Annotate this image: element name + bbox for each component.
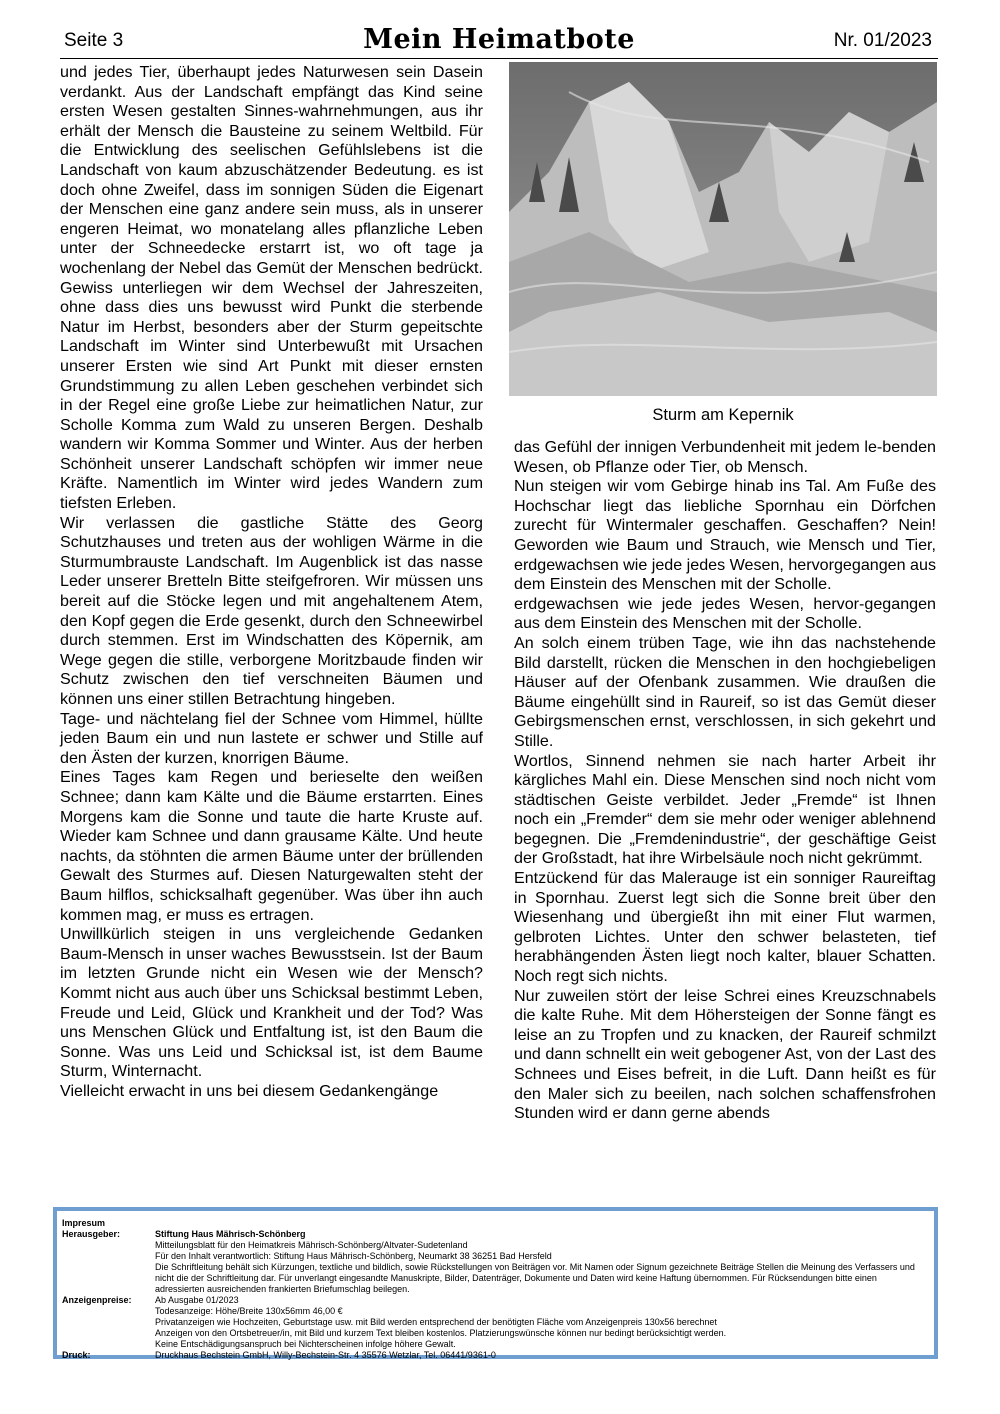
print-label: Druck: [62, 1350, 91, 1360]
issue-number: Nr. 01/2023 [833, 30, 932, 51]
paragraph: und jedes Tier, überhaupt jedes Naturwesen sein Dasein verdankt. Aus der Landschaft empfängt das Kind seine ersten Wesen gestalten Sinnes-wahrnehmungen, aus ihr erhält der Mensch die Bausteine zu seinem Weltbild. Für die Entwicklung des seelischen Gefühlslebens ist die Landschaft von kaum abzuschätzender Bedeutung. es ist doch ohne Zweifel, dass im sonnigen Süden die Eigenart der Menschen eine ganz andere sein muss, als in unserer engeren Heimat, wo monatelang alles pflanzliche Leben unter der Schneedecke erstarrt ist, wo oft tage ja wochenlang der Nebel das Gemüt der Menschen bedrückt. Gewiss unterliegen wir dem Wechsel der Jahreszeiten, ohne dass dies uns bewusst wird Punkt die sterbende Natur im Herbst, besonders aber der Sturm gepeitschte Landschaft im Winter sind Unterbewußt mit Ursachen unserer Ersten wie sind Art Punkt mit dieser ernsten Grundstimmung zu allen Leben geschehen verbindet sich in der Regel eine große Liebe zur heimatlichen Natur, zur Scholle Komma zum Wald zu unseren Bergen. Deshalb wandern wir Komma Sommer und Winter. Aus der herben Schönheit unserer Landschaft schöpfen wir immer neue Kräfte. Namentlich im Winter wird jedes Wandern zum tiefsten Erleben. [60, 63, 483, 513]
ad-price-line: Todesanzeige: Höhe/Breite 130x56mm 46,00 € [155, 1306, 343, 1316]
painting-graphic [509, 62, 937, 396]
page-number: Seite 3 [64, 30, 124, 51]
ad-prices-details [155, 1295, 928, 1350]
paragraph: Tage- und nächtelang fiel der Schnee vom Himmel, hüllte jeden Baum ein und nun lastete er schwer und Stille auf den Ästen der kurzen, knorrigen Bäume. [60, 709, 483, 767]
paragraph: Wortlos, Sinnend nehmen sie nach harter Arbeit ihr kärgliches Mahl ein. Diese Menschen sind noch nicht vom städtischen Geiste verbildet. Jeder „Fremde“ ist Ihnen noch ein „Fremder“ dem sie mehr oder weniger ablehnend begegnen. Die „Fremdenindustrie“, der geschäftige Geist der Großstadt, hat ihre Wirbelsäule noch nicht gekrümmt. [514, 751, 936, 868]
right-text-column [514, 438, 936, 1124]
paragraph: An solch einem trüben Tage, wie ihn das nachstehende Bild darstellt, rücken die Menschen in den hochgiebeligen Häuser auf der Ofenbank zusammen. Wie draußen die Bäume eingehüllt sind in Raureif, so ist das Gemüt dieser Gebirgsmenschen ernst, verschlossen, in sich gekehrt und Stille. [514, 633, 936, 750]
masthead-title: Mein Heimatbote [363, 24, 635, 55]
left-text-column [60, 63, 483, 1101]
paragraph: Unwillkürlich steigen in uns vergleichende Gedanken Baum-Mensch in unser waches Bewusstsein. Ist der Baum im letzten Grunde nicht ein Wesen wie der Mensch? Kommt nicht aus auch über uns Schicksal bestimmt Leben, Freude und Leid, Glück und Krankheit und der Tod? Was uns Menschen Glück und Entfaltung ist, ist den Baum die Sonne. Was uns Leid und Schicksal ist, ist dem Baume Sturm, Winternacht. [60, 925, 483, 1081]
imprint-print-row [62, 1350, 928, 1361]
ad-price-line: Anzeigen von den Ortsbetreuer/in, mit Bild und kurzem Text bleiben kostenlos. Platzierungswünsche können nur bedingt berücksichtigt werden. [155, 1328, 727, 1338]
print-details: Druckhaus Bechstein GmbH, Willy-Bechstein-Str. 4 35576 Wetzlar, Tel. 06441/9361-0 [155, 1350, 496, 1360]
publisher-line: Für den Inhalt verantwortlich: Stiftung Haus Mährisch-Schönberg, Neumarkt 38 36251 Bad Hersfeld [155, 1251, 552, 1261]
ad-price-line: Keine Entschädigungsanspruch bei Nichterscheinen infolge höhere Gewalt. [155, 1339, 456, 1349]
snowy-mountain-painting [509, 62, 937, 396]
imprint-ad-prices-row [62, 1295, 928, 1350]
publisher-details [155, 1229, 928, 1295]
ad-prices-label: Anzeigenpreise: [62, 1295, 132, 1305]
paragraph: Nur zuweilen stört der leise Schrei eines Kreuzschnabels die kalte Ruhe. Mit dem Höhersteigen der Sonne fängt es leise an zu Tropfen und zu knacken, der Raureif schmilzt und dann schnellt ein weit gebogener Ast, von der Last des Schnees und Eises befreit, in die Luft. Dann heißt es für den Maler sich zu beeilen, nach solchen schaffensfrohen Stunden wird er dann gerne abends [514, 986, 936, 1123]
imprint-box [53, 1207, 938, 1359]
ad-price-line: Ab Ausgabe 01/2023 [155, 1295, 239, 1305]
ad-price-line: Privatanzeigen wie Hochzeiten, Geburtstage usw. mit Bild werden entsprechend der benötigten Fläche vom Anzeigenpreis 130x56 berechnet [155, 1317, 717, 1327]
paragraph: erdgewachsen wie jede jedes Wesen, hervor-gegangen aus dem Einstein des Menschen mit der Scholle. [514, 594, 936, 633]
page-header [60, 26, 938, 59]
publisher-label: Herausgeber: [62, 1229, 121, 1239]
paragraph: Nun steigen wir vom Gebirge hinab ins Tal. Am Fuße des Hochschar liegt das liebliche Spornhau ein Dörfchen zurecht für Wintermaler geschaffen. Geschaffen? Nein! Geworden wie Baum und Strauch, wie Mensch und Tier, erdgewachsen wie jede jedes Wesen, hervorgegangen aus dem Einstein des Menschen mit der Scholle. [514, 477, 936, 594]
publisher-name: Stiftung Haus Mährisch-Schönberg [155, 1229, 306, 1239]
paragraph: Vielleicht erwacht in uns bei diesem Gedankengänge [60, 1081, 439, 1100]
paragraph: Entzückend für das Malerauge ist ein sonniger Raureiftag in Spornhau. Zuerst legt sich die Sonne breit über den Wiesenhang und übergießt ihn mit einer Flut warmen, gelbroten Lichtes. Unter den schwer belasteten, tief herabhängenden Ästen liegt noch kalter, blauer Schatten. Noch regt sich nichts. [514, 869, 936, 986]
imprint-heading: Impresum [62, 1218, 106, 1228]
paragraph: das Gefühl der innigen Verbundenheit mit jedem le-benden Wesen, ob Pflanze oder Tier, ob Mensch. [514, 438, 936, 476]
imprint-publisher-row [62, 1229, 928, 1295]
paragraph: Eines Tages kam Regen und berieselte den weißen Schnee; dann kam Kälte und die Bäume erstarrten. Eines Morgens kam die Sonne und taute die harte Kruste auf. Wieder kam Schnee und dann grausame Kälte. Und heute nachts, da stöhnten die armen Bäume unter der brüllenden Gewalt des Sturmes auf. Diesen Naturgewalten steht der Baum hilflos, schicksalhaft gegenüber. Was über ihn auch kommen mag, er muss es ertragen. [60, 768, 483, 924]
figure-caption: Sturm am Kepernik [652, 406, 794, 424]
paragraph: Wir verlassen die gastliche Stätte des Georg Schutzhauses und treten aus der wohligen Wärme in die Sturmumbrauste Landschaft. Im Augenblick ist das nasse Leder unserer Bretteln Bitte steifgefroren. Wir müssen uns bereit auf die Stöcke legen und mit angehaltenem Atem, den Kopf gegen die Erde gesenkt, durch den Schneewirbel durch stemmen. Erst im Windschatten des Köpernik, am Wege gegen die stille, verborgene Moritzbaude finden wir Schutz zwischen den tief verschneiten Bäumen und können uns einer stillen Betrachtung hingeben. [60, 513, 483, 708]
publisher-line: Mitteilungsblatt für den Heimatkreis Mährisch-Schönberg/Altvater-Sudetenland [155, 1240, 468, 1250]
publisher-line: Die Schriftleitung behält sich Kürzungen, textliche und bildlich, sowie Rückstellungen von Beiträgen vor. Mit Namen oder Signum gezeichnete Beiträge Stellen die Meinung des Verfassers und nicht die der Schriftleitung dar. Für unverlangt eingesandte Manuskripte, Bilder, Datenträger, Dokumente und Daten wird keine Haftung übernommen. Für Rücksendungen bitte einen adressierten ausreichenden frankierten Briefumschlag beilegen. [155, 1262, 915, 1294]
